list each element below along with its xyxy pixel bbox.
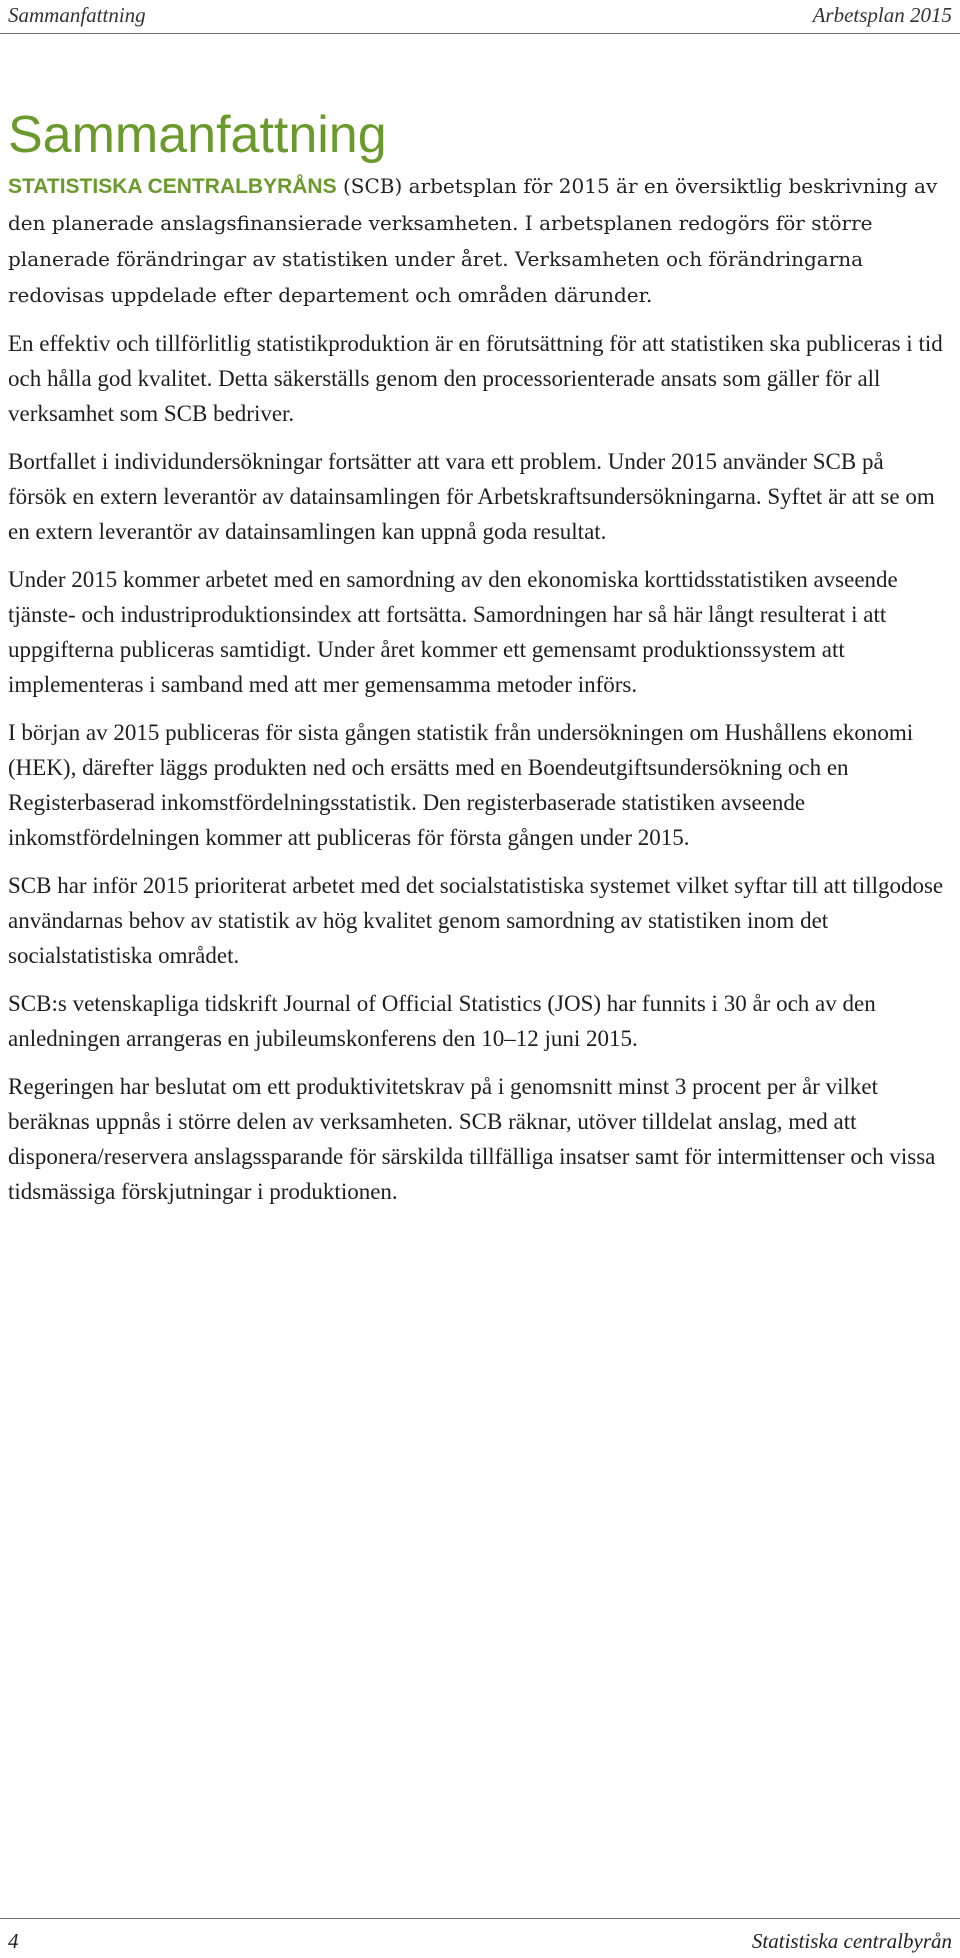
running-footer bbox=[8, 1926, 952, 1956]
footer-divider bbox=[0, 1918, 960, 1919]
body-paragraph: En effektiv och tillförlitlig statistikproduktion är en förutsättning för att statistiken ska publiceras i tid och hålla god kvalitet. Detta säkerställs genom den processorienterade ansats som gäller för all verksamhet som SCB bedriver. bbox=[8, 331, 943, 426]
running-header bbox=[8, 0, 952, 30]
body-paragraph: Under 2015 kommer arbetet med en samordning av den ekonomiska korttidsstatistiken avseende tjänste- och industriproduktionsindex att fortsätta. Samordningen har så här långt resulterat i att uppgifterna publiceras samtidigt. Under året kommer ett gemensamt produktionssystem att implementeras i samband med att mer gemensamma metoder införs. bbox=[8, 567, 898, 697]
body-paragraph: I början av 2015 publiceras för sista gången statistik från undersökningen om Hushållens ekonomi (HEK), därefter läggs produkten ned och ersätts med en Boendeutgiftsundersökning och en Registerbaserad inkomstfördelningsstatistik. Den registerbaserade statistiken avseende inkomstfördelningen kommer att publiceras för första gången under 2015. bbox=[8, 720, 914, 850]
page-number: 4 bbox=[8, 1928, 19, 1953]
page-title: Sammanfattning bbox=[8, 106, 387, 164]
page-content bbox=[8, 104, 946, 1209]
body-paragraph: SCB:s vetenskapliga tidskrift Journal of Official Statistics (JOS) har funnits i 30 år och av den anledningen arrangeras en jubileumskonferens den 10–12 juni 2015. bbox=[8, 991, 876, 1051]
body-paragraph: Bortfallet i individundersökningar fortsätter att vara ett problem. Under 2015 använder SCB på försök en extern leverantör av datainsamlingen för Arbetskraftsundersökningarna. Syftet är att se om en extern leverantör av datainsamlingen kan uppnå goda resultat. bbox=[8, 449, 935, 544]
header-divider bbox=[0, 33, 960, 34]
publisher-name: Statistiska centralbyrån bbox=[751, 1928, 952, 1953]
body-paragraph: SCB har inför 2015 prioriterat arbetet med det socialstatistiska systemet vilket syftar till att tillgodose användarnas behov av statistik av hög kvalitet genom samordning av statistiken inom det socialstatistiska området. bbox=[8, 873, 944, 968]
intro-lead-in: STATISTISKA CENTRALBYRÅNS bbox=[8, 175, 337, 198]
header-document-title: Arbetsplan 2015 bbox=[812, 2, 952, 27]
body-paragraph: Regeringen har beslutat om ett produktivitetskrav på i genomsnitt minst 3 procent per år vilket beräknas uppnås i större delen av verksamheten. SCB räknar, utöver tilldelat anslag, med att disponera/reservera anslagssparande för särskilda tillfälliga insatser samt för intermittenser och vissa tidsmässiga förskjutningar i produktionen. bbox=[8, 1074, 936, 1204]
intro-paragraph bbox=[8, 168, 946, 313]
header-section-title: Sammanfattning bbox=[8, 2, 146, 27]
intro-text: (SCB) arbetsplan för 2015 är en översiktlig beskrivning av den planerade anslagsfinansierade verksamheten. I arbetsplanen redogörs för större planerade förändringar av statistiken under året. Verksamheten och förändringarna redovisas uppdelade efter departement och områden därunder. bbox=[8, 174, 938, 307]
